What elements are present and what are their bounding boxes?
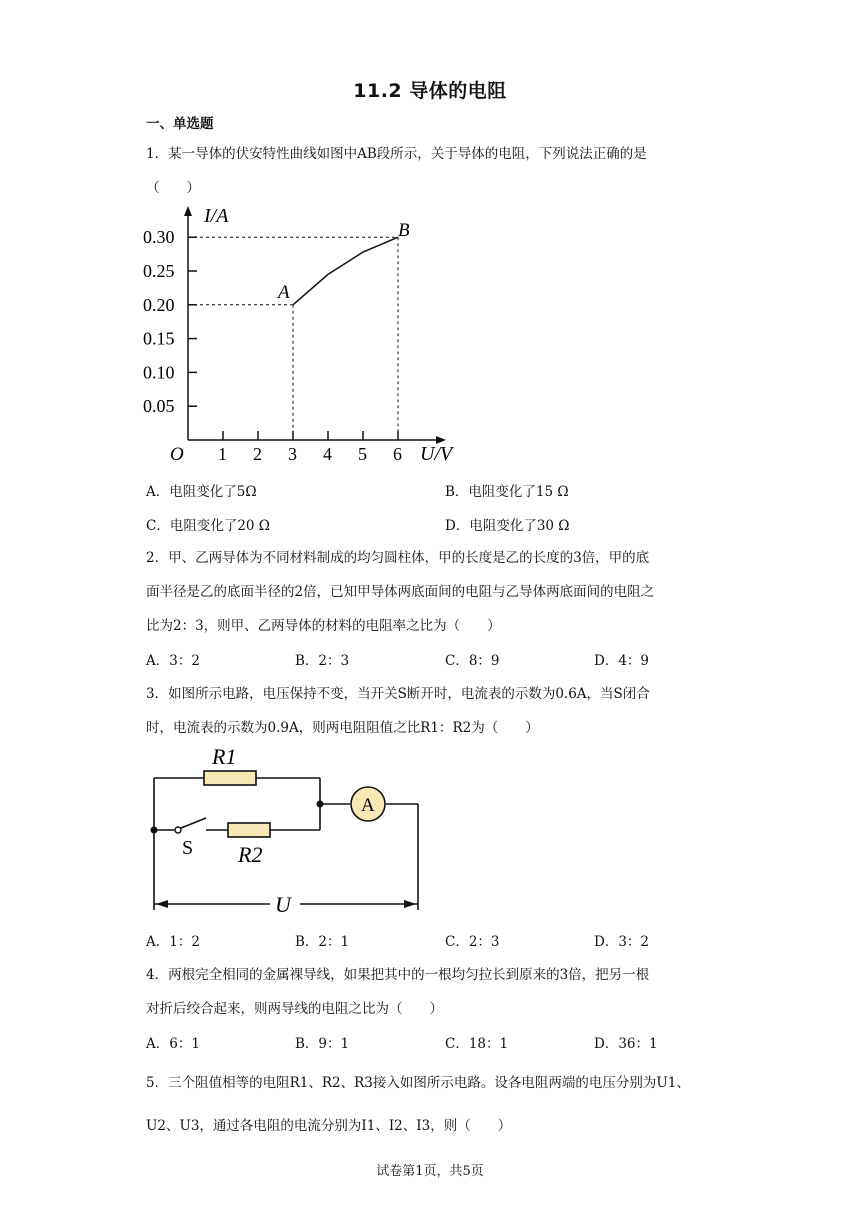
q3-option-d: D．3：2 [594, 934, 650, 950]
q1-line-1: 1．某一导体的伏安特性曲线如图中AB段所示，关于导体的电阻，下列说法正确的是 [146, 146, 647, 162]
switch-label: S [182, 837, 194, 859]
q3-option-c: C．2：3 [445, 934, 500, 950]
r2-label: R2 [238, 842, 263, 867]
q1-line-2: （ ） [146, 180, 200, 196]
q2-line-2: 面半径是乙的底面半径的2倍，已知甲导体两底面间的电阻与乙导体两底面间的电阻之 [146, 584, 655, 600]
r1-label: R1 [212, 744, 237, 769]
q5-line-1: 5．三个阻值相等的电阻R1、R2、R3接入如图所示电路。设各电阻两端的电压分别为U1、 [146, 1075, 690, 1091]
point-a-label: A [278, 282, 290, 303]
q1-option-c: C．电阻变化了20 Ω [146, 518, 270, 534]
q2-option-d: D．4：9 [594, 653, 650, 669]
q4-option-a: A．6：1 [146, 1036, 200, 1052]
page-title: 11.2 导体的电阻 [353, 80, 507, 102]
y-tick-label: 0.20 [143, 294, 175, 315]
q3-option-a: A．1：2 [146, 934, 200, 950]
x-tick-label: 5 [358, 444, 367, 464]
voltage-arrow-right [404, 900, 416, 908]
q3-line-2: 时，电流表的示数为0.9A，则两电阻阻值之比R1：R2为（ ） [146, 720, 539, 736]
q1-option-a: A．电阻变化了5Ω [146, 484, 257, 500]
y-tick-label: 0.15 [143, 328, 175, 349]
q1-option-b: B．电阻变化了15 Ω [445, 484, 569, 500]
voltage-arrow-left [156, 900, 168, 908]
y-tick-label: 0.10 [143, 362, 175, 383]
ammeter-label: A [361, 795, 375, 816]
q5-line-2: U2、U3，通过各电阻的电流分别为I1、I2、I3，则（ ） [146, 1118, 512, 1134]
iu-graph [140, 200, 470, 470]
x-tick-label: 3 [288, 444, 297, 464]
origin-label: O [170, 444, 184, 465]
q3-option-b: B．2：1 [295, 934, 350, 950]
q2-line-3: 比为2：3，则甲、乙两导体的材料的电阻率之比为（ ） [146, 618, 501, 634]
circuit-diagram [140, 740, 440, 920]
q2-option-a: A．3：2 [146, 653, 200, 669]
x-axis-label: U/V [420, 443, 453, 465]
switch-contact [175, 827, 181, 833]
section-title: 一、单选题 [146, 116, 214, 132]
q2-line-1: 2．甲、乙两导体为不同材料制成的均匀圆柱体，甲的长度是乙的长度的3倍，甲的底 [146, 550, 650, 566]
junction-dot-right [317, 801, 324, 808]
q4-option-d: D．36：1 [594, 1036, 658, 1052]
y-tick-label: 0.30 [143, 227, 175, 248]
x-tick-label: 4 [323, 444, 332, 464]
x-tick-label: 6 [393, 444, 402, 464]
x-tick-label: 1 [218, 444, 227, 464]
page-footer: 试卷第1页，共5页 [376, 1164, 484, 1179]
point-b-label: B [398, 220, 410, 241]
q2-option-b: B．2：3 [295, 653, 350, 669]
q4-line-2: 对折后绞合起来，则两导线的电阻之比为（ ） [146, 1001, 443, 1017]
x-tick-label: 2 [253, 444, 262, 464]
voltage-label: U [275, 892, 291, 917]
q4-line-1: 4．两根完全相同的金属裸导线，如果把其中的一根均匀拉长到原来的3倍，把另一根 [146, 967, 650, 983]
y-axis-arrow [184, 206, 192, 216]
junction-dot-left [151, 827, 158, 834]
resistor-r1 [204, 771, 256, 785]
resistor-r2 [228, 823, 270, 837]
q4-option-c: C．18：1 [445, 1036, 509, 1052]
q1-option-d: D．电阻变化了30 Ω [445, 518, 570, 534]
q4-option-b: B．9：1 [295, 1036, 350, 1052]
y-tick-label: 0.25 [143, 261, 175, 281]
y-tick-label: 0.05 [143, 396, 175, 417]
y-axis-label: I/A [204, 205, 229, 227]
q3-line-1: 3．如图所示电路，电压保持不变，当开关S断开时，电流表的示数为0.6A，当S闭合 [146, 686, 650, 702]
ab-curve [293, 237, 398, 305]
q2-option-c: C．8：9 [445, 653, 500, 669]
